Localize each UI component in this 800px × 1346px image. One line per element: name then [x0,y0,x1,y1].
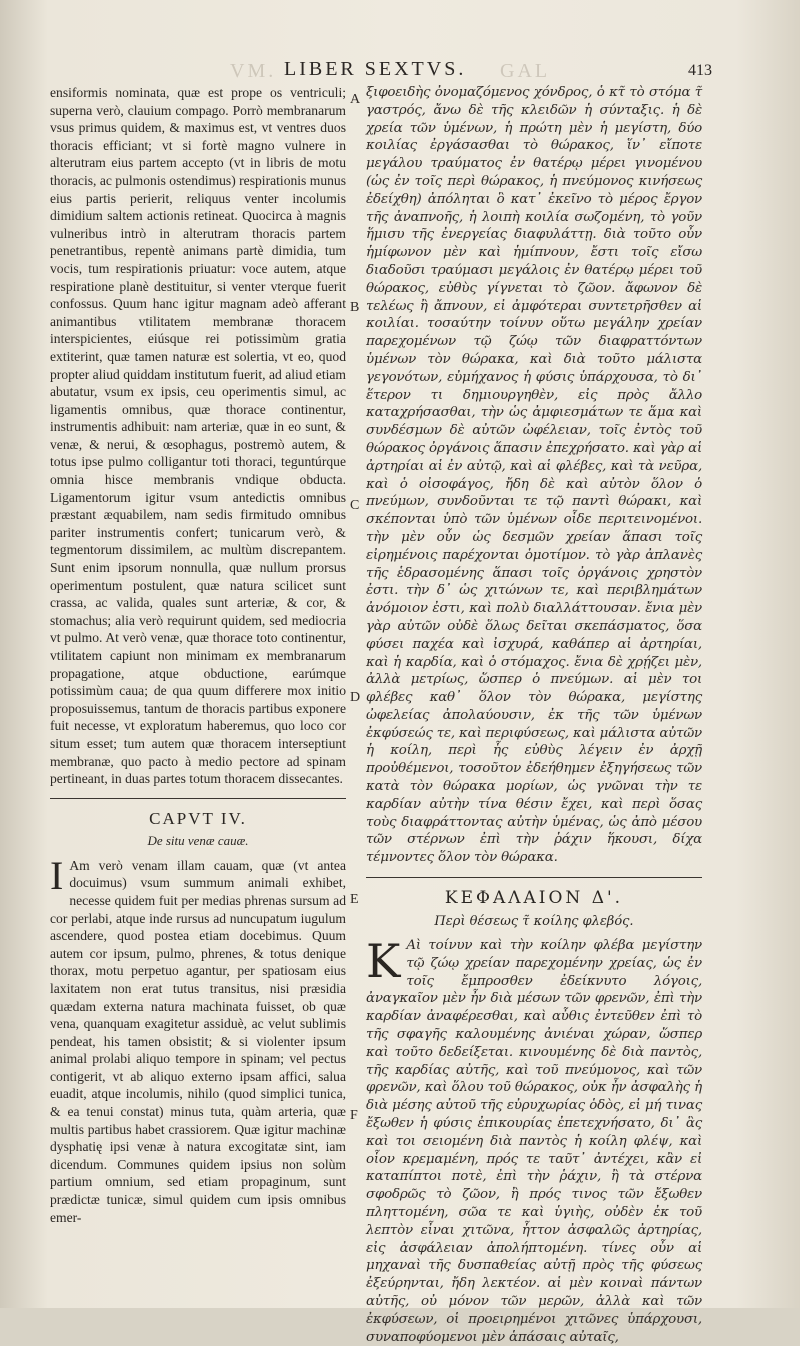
greek-drop-cap: Κ [366,934,401,989]
margin-letter-b: B [350,300,360,315]
bleed-through-right: GAL [500,60,551,82]
margin-letter-e: E [350,892,359,907]
margin-letter-f: F [350,1108,358,1123]
page-header [0,58,800,82]
greek-chapter-body [366,934,702,1346]
kephalaion-title: ΚΕΦΑΛΑΙΟΝ Δ'. [444,888,624,909]
margin-letter-c: C [350,498,360,513]
margin-letter-d: D [350,690,361,705]
latin-column [50,84,346,1226]
greek-paragraph-2: Αὶ τοίνυν καὶ τὴν κοίλην φλέβα μεγίστην τῷ ζώῳ χρείαν παρεχομένην χρείας, ὡς ἐν τοῖς ἔμπροσθεν ἐδείκνυτο λόγοις, ἀναγκαῖον μὲν ἦν διὰ μέσων τῶν φρενῶν, ἐπὶ τὴν καρδίαν ἀναφέρεσθαι, καὶ αὖθις ἐντεῦθεν ἐπὶ τὸ τῆς σφαγῆς καλουμένης ἀνιέναι χώραν, ὥσπερ καὶ τοῦτο δεδείξεται. κινουμένης δὲ διὰ παντὸς, τῆς καρδίας αὐτῆς, καὶ τοῦ πνεύμονος, καὶ τῶν φρενῶν, καὶ ὅλου τοῦ θώρακος, οὐκ ἦν ἀσφαλὴς ἡ διὰ μέσης αὐτοῦ τῆς εὐρυχωρίας ὁδὸς, εἰ μή τινας ἔξωθεν ἡ φύσις ἐπικουρίας ἐπετεχνήσατο, δι᾽ ἃς καὶ τοι σειομένη διὰ παντὸς ἡ κοίλη φλέψ, καὶ οἷον κρεμαμένη, πρός τε ταῦτ᾽ ἀντέχει, κἂν εἰ καταπίπτοι ποτὲ, ἐπὶ τὴν ῥάχιν, ἢ τὰ στέρνα σφοδρῶς τὸ ζῶον, ἢ πρός τινος τῶν ἔξωθεν πληττομένη, σῶα τε καὶ ὑγιὴς, οὐδὲν ἐκ τοῦ λεπτὸν εἶναι χιτῶνα, ἧττον ἀσφαλῶς ἀρτηρίας, εἰς ἀσφάλειαν ἀπολήπτομένη. τίνες οὖν αἱ μηχαναὶ τῆς δυσπαθείας αὐτῇ πρὸς τῆς φύσεως ἐξεύρηνται, ἤδη λεκτέον. αἱ μὲν κοιναὶ πάντων αὐτῆς, οὐ μόνον τῶν μερῶν, ἀλλὰ καὶ τῶν ἐκφύσεων, οἱ προειρημένοι χιτῶνες ὑπάρχουσι, συναποφύομενοι μὲν ἁπάσαις αὐταῖς, [366,938,702,1345]
greek-section-rule [366,877,702,878]
bleed-through-left: VM. [230,60,277,82]
greek-column [366,84,702,1346]
page-number: 413 [688,62,712,79]
latin-chapter-body [50,852,346,1226]
section-rule [50,798,346,799]
caput-title: CAPVT IV. [149,808,247,828]
margin-letter-a: A [350,92,361,107]
caput-subtitle: De situ venæ cauæ. [147,832,249,848]
kephalaion-subtitle: Περὶ θέσεως τ̃ κοίλης φλεβός. [434,914,634,930]
greek-paragraph-1: ξιφοειδὴς ὀνομαζόμενος χόνδρος, ὁ κτ̃ τὸ στόμα τ̃ γαστρός, ἄνω δὲ τῆς κλειδῶν ἡ σύνταξις. ἡ δὲ χρεία τῶν ὑμένων, ἡ πρώτη μὲν ἡ μεγίστη, δύο κοιλίας ἐργάσασθαι τὸ θώρακος, ἵν᾽ εἴποτε μεγάλου τραύματος ἐν θατέρῳ μέρει γινομένου (ὡς ἐν τοῖς περὶ θώρακος, ἡ πνεύμονος κινήσεως ἐδείχθη) ἀπόληται ὃ κατ᾽ ἐκεῖνο τὸ μέρος ἔργον τῆς ἀναπνοῆς, ἡ λοιπὴ κοιλία σωζομένη, τὸ γοῦν ἥμισυ τῆς ἐνεργείας διαφυλάττῃ. διὰ τοῦτο οὖν ἡμίφωνον μὲν καὶ ἡμίπνουν, ἔστι τοῖς εἴσω διαδοῦσι τραύμασι μεγάλοις ἐν θατέρῳ μέρει τοῦ θώρακος, εὐθὺς γίγνεται τὸ ζῶον. ἄφωνον δὲ τελέως ἢ ἄπνουν, εἰ ἀμφότεραι συντετρῆσθεν αἱ κοιλίαι. τοσαύτην τοίνυν οὕτω μεγάλην χρείαν παρεχομένων τῷ ζώῳ τῶν διαφραττόντων ὑμένων τὸν θώρακα, καὶ διὰ τοῦτο μάλιστα γεγονότων, εὐμήχανος ἡ φύσις ὑπάρχουσα, τὸ δι᾽ ἕτερον τι δημιουργηθὲν, εἰς πρὸς ἄλλο καταχρήσασθαι, τὴν ὡς ἀμφιεσμάτων τε ἅμα καὶ συνδέσμων δὲ αὐτῶν ὠφέλειαν, τοῖς ἐντὸς τοῦ θώρακος ὀργάνοις ἅπασιν ἐπεχρήσατο. καὶ γὰρ αἱ ἀρτηρίαι αἱ ἐν αὐτῷ, καὶ αἱ φλέβες, καὶ τὰ νεῦρα, καὶ ὁ οἰσοφάγος, ἤδη δὲ καὶ αὐτὸν ὅλον ὁ πνεύμων, συνδοῦνται τε τῷ παντὶ θώρακι, καὶ σκέπονται ὑπὸ τῶν ὑμένων οἷδε περιτεινομένοι. τὴν μὲν οὖν ὡς δεσμῶν χρείαν ἅπασι τοῖς εἰρημένοις παρέχονται ὁμοτίμον. τὸ γὰρ ἀπλανὲς τῆς ἑδρασομένης ἅπασι τοῖς ὀργάνοις χρηστὸν ἐστι. τὴν δ᾽ ὡς χιτώνων τε, καὶ περιβλημάτων ἀνόμοιον ἐστι, καὶ πολὺ διαλλάττουσαν. ἔνια μὲν γὰρ αὐτῶν οὐδὲ ὅλως δεῖται σκεπάσματος, ὅσα φύσει παχέα καὶ ἰσχυρά, καθάπερ αἱ ἀρτηρίαι, καὶ ἡ καρδία, καὶ ὁ στόμαχος. ἔνια δὲ χρῄζει μὲν, ἀλλὰ μετρίως, ὥσπερ ὁ πνεύμων. αἱ μὲν τοι φλέβες καθ᾽ ὅλον τὸν θώρακα, μεγίστης ὠφελείας ἀπολαύουσιν, ἐκ τῆς τῶν ὑμένων ἐκφύσεώς τε, καὶ περιφύσεως, καὶ μάλιστα αὐτῶν ἡ κοίλη, περὶ ἧς εὐθὺς λέγειν ἐν ἀρχῇ προὐθέμενοι, τοσοῦτον ἐδεήθημεν ἐξηγήσεως τῶν κατὰ τὸν θώρακα μορίων, ὡς γνῶναι τὴν τε καρδίαν αὐτὴν τίνα θέσιν ἔχει, καὶ περὶ ὅσας τοὺς διαφράττοντας αὐτὴν ὑμένας, ὡς ἀπὸ μέσου τῶν στέρνων ἐπὶ τὴν ῥάχιν ἥκουσι, δίχα τέμνοντες ὅλον τὸν θώρακα. [366,85,702,866]
latin-paragraph-1: ensiformis nominata, quæ est prope os ventriculi; superna verò, clauium compago. Porrò membranarum vsus primus quidem, & maximus est, vt ventres duos thoracis efficiant; vt si fortè magno vulnere in alterutram eius partem accepto (vt in libris de motu thoracis, ac pulmonis ostendimus) respirationis munus eius partis perierit, reliquus venter incolumis dimidium saltem actionis retineat. Quocirca à magnis vulneribus intrò in alterutram thoracis partem penetrantibus, repentè animans partè dimidia, tum vocis, tum respirationis priuatur: voce autem, atque respiratione planè destituitur, si venter vterque fuerit confossus. Quum hanc igitur magnam adeò afferant animantibus vtilitatem membranæ thoracem interspicientes, eiúsque rei potissimùm gratia extiterint, quæ tamen naturæ est solertia, vt eo, quod propter aliud quiddam institutum fuerit, ad aliud etiam abutatur, vsum ex ipsis, ceu operimentis simul, ac ligamentis omnibus, quæ thorace continentur, instrumentis adhibuit: nam arteriæ, quæ in eo sunt, & venæ, & nerui, & œsophagus, postremò autem, & totus ipse pulmo colligantur toti thoraci, teguntúrque omnia hisce membranis vndique obducta. Ligamentorum igitur vsum antedictis omnibus præstant æquabilem, nam sedis firmitudo omnibus pariter instrumentis confert; tunicarum verò, & tegmentorum dissimilem, ac multùm discrepantem. Sunt enim ipsorum nonnulla, quæ nullum prorsus operimentum postulent, quæ natura scilicet sunt crassa, ac valida, quales sunt arteriæ, & cor, & stomachus; alia verò requirunt quidem, sed mediocria vt pulmo. At verò venæ, quæ thorace toto continentur, vtilitatem capiunt non minimam ex membranarum propagatione, atque obductione, earúmque potissimùm caua; de qua quum differere mox initio proposuissemus, tantum de thoracis partibus exponere fuit necesse, vt exploratum haberemus, quo loco cor situm esset; tum autem quæ thoracem interseptiunt membranæ, quo pacto à medio pectore ad spinam pertineant, in duas partes totum thoracem dissecantes. [50,85,347,787]
latin-drop-cap: I [50,852,64,898]
latin-paragraph-2: Am verò venam illam cauam, quæ (vt antea docuimus) vsum summum animali exhibet, necesse quidem fuit per medias phrenas sursum ad cor perlabi, atque inde rursus ad nuncupatum iugulum ascendere, quod postea etiam docebimus. Quum autem cor ipsum, pulmo, phrenes, & totus denique thorax, motu perpetuo agantur, per spatiosam eius laxitatem non erat tutus transitus, nisi præsidia quædam externa natura machinata fuisset, ob quæ vena, quanquam exagitetur assiduè, ac velut sublimis pendeat, his tamen obsistit; & si violenter ipsum animal prolabi aliquo tempore in spinam; vel pectus contigerit, vt ab aliquo externo ipsam affici, salua euadit, atque incolumis, nihilo (quod simplici tunica, & ea tenui constat) minus tuta, quàm arteria, quæ multis partibus habet crassiorem. Quæ igitur machinæ dysphatię ipsi venæ à natura excogitatæ sint, iam dicendum. Communes quidem ipsius non solùm partium omnium, sed etiam propaginum, sunt prædictæ tunicæ, simul quidem cum ipsis omnibus emer- [50,857,346,1225]
running-title: LIBER SEXTVS. [284,58,467,80]
